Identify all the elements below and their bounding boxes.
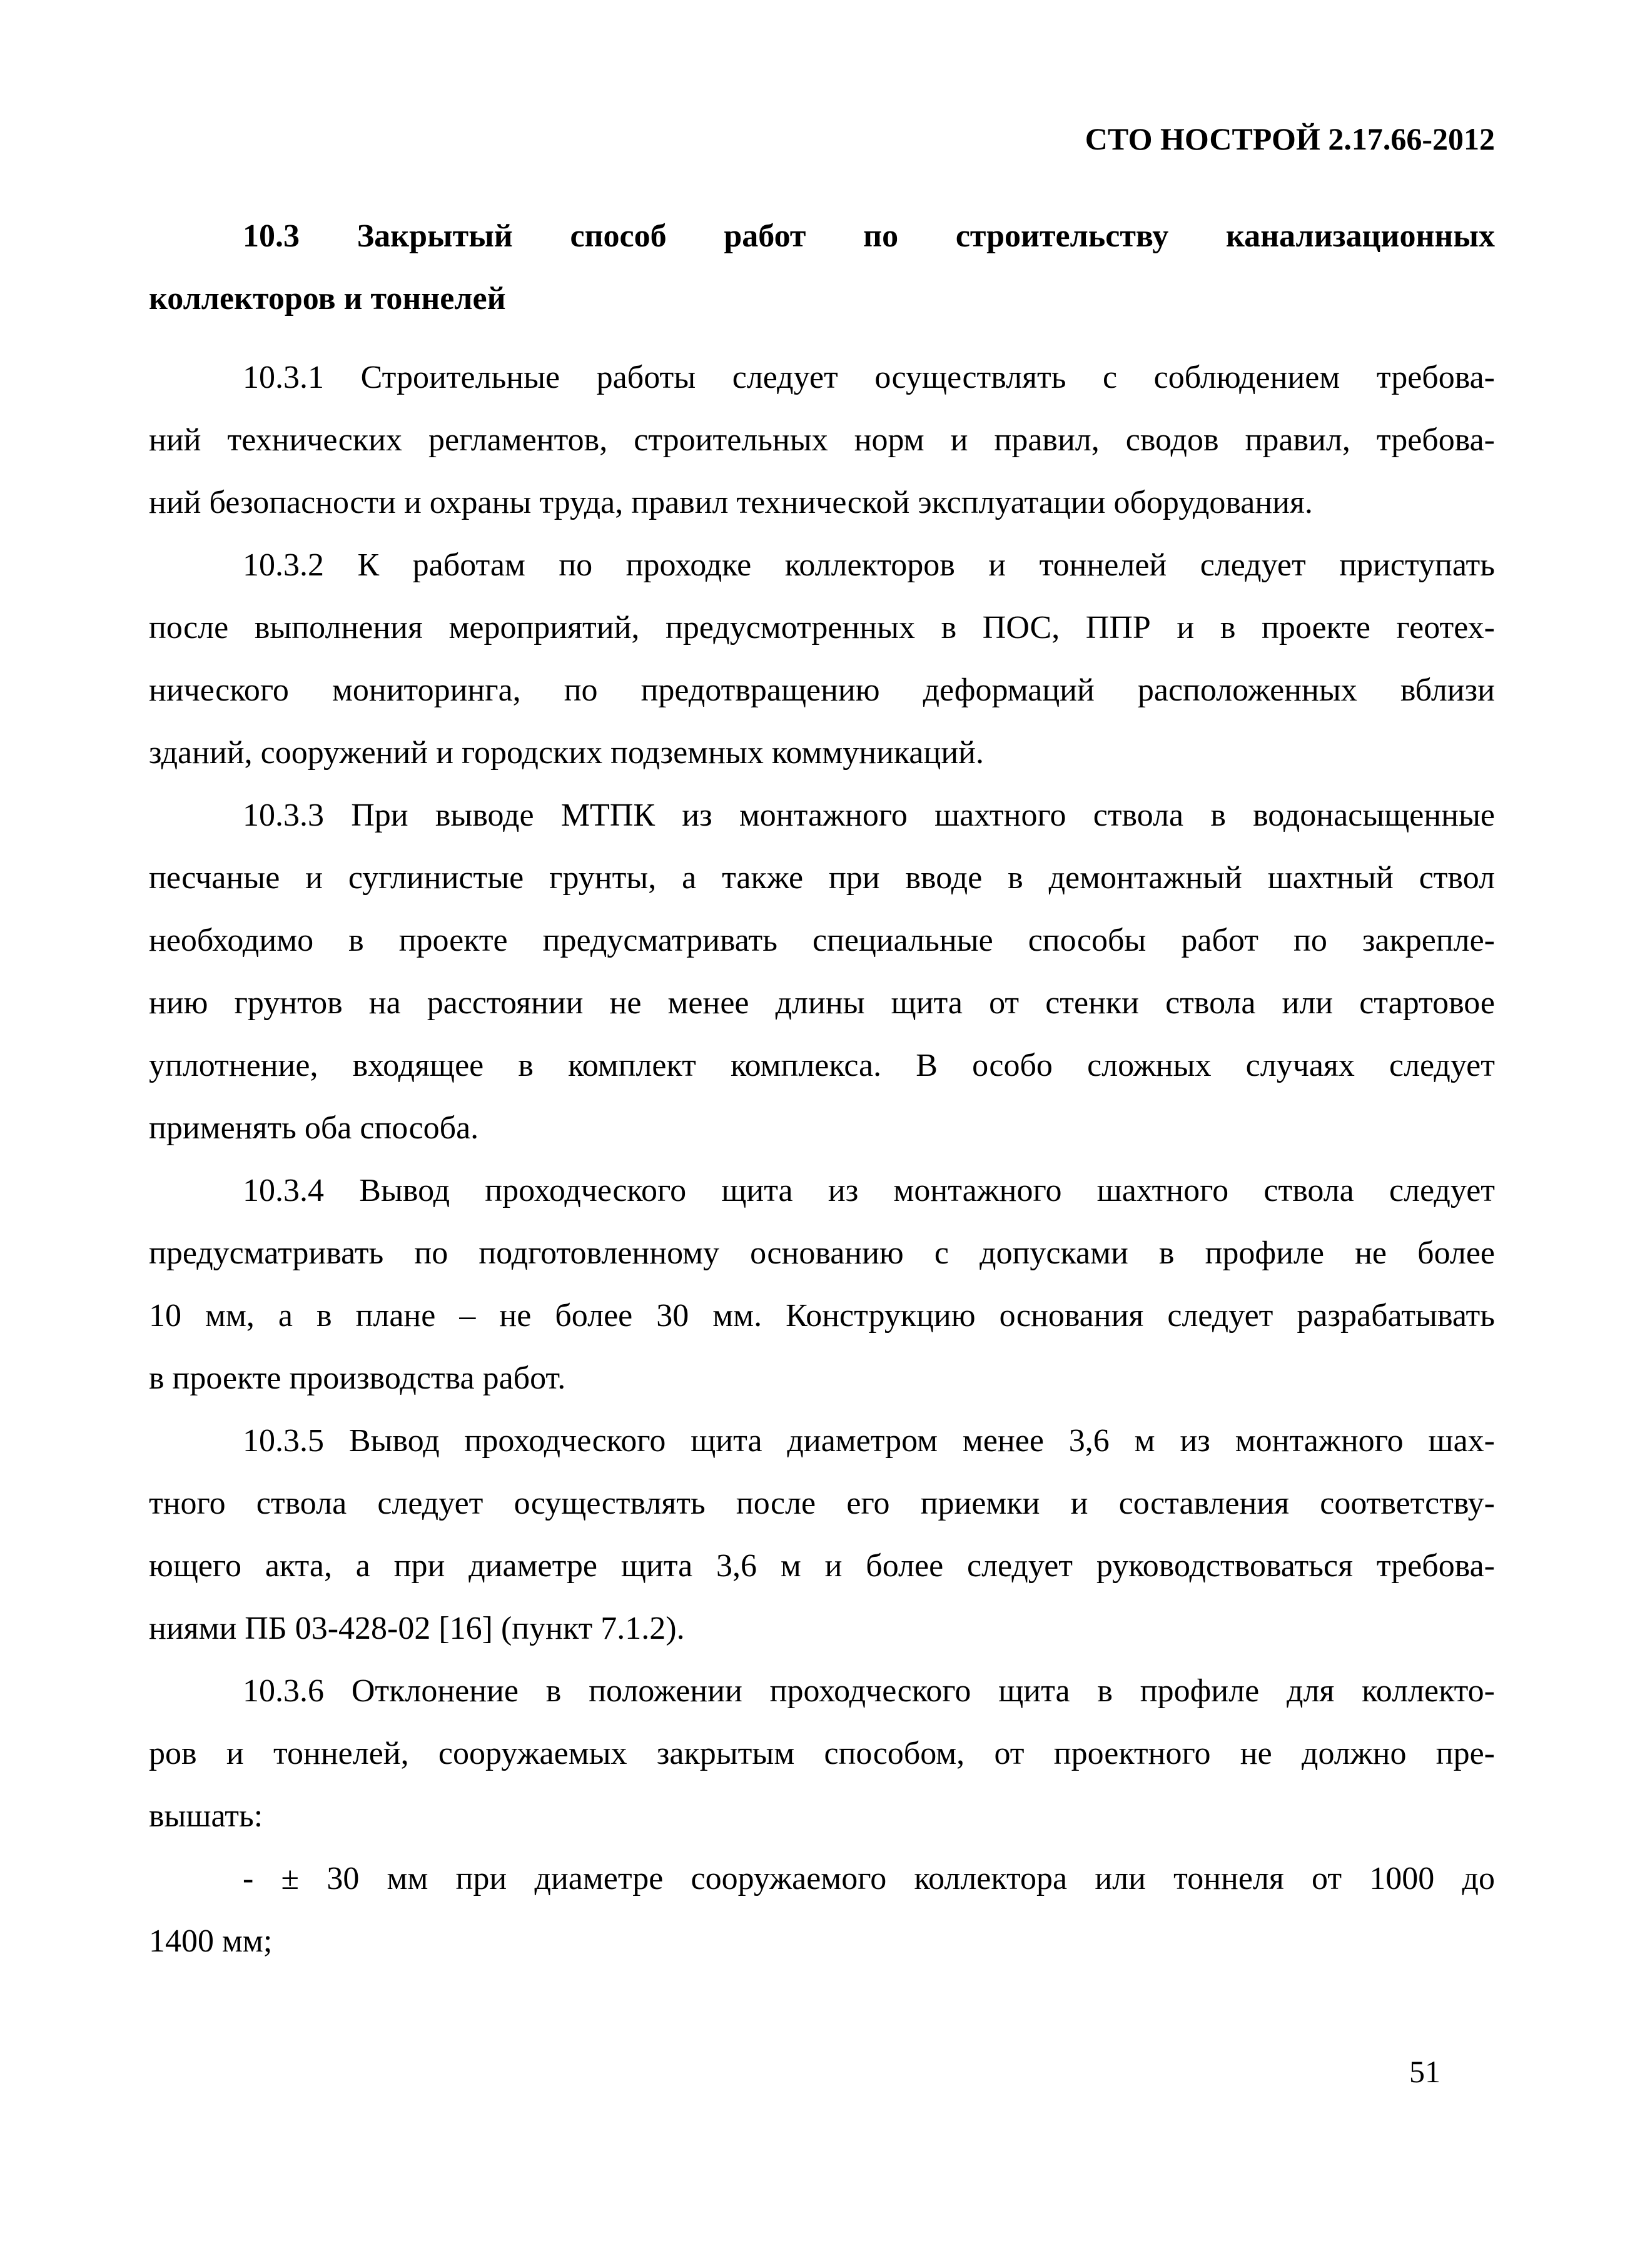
text-line: 10.3.5 Вывод проходческого щита диаметром менее 3,6 м из монтажного шах-	[243, 1423, 1495, 1459]
text-line: ров и тоннелей, сооружаемых закрытым способом, от проектного не должно пре-	[149, 1736, 1495, 1771]
paragraph-10.3.1	[149, 347, 1495, 534]
text-line: ний технических регламентов, строительных норм и правил, сводов правил, требова-	[149, 422, 1495, 458]
text-line: 1400 мм;	[149, 1923, 273, 1959]
text-line: 10.3.3 При выводе МТПК из монтажного шахтного ствола в водонасыщенные	[243, 797, 1495, 833]
text-line: 10 мм, а в плане – не более 30 мм. Конструкцию основания следует разрабатывать	[149, 1298, 1495, 1334]
paragraph-10.3.6	[149, 1660, 1495, 1848]
text-line: - ± 30 мм при диаметре сооружаемого коллектора или тоннеля от 1000 до	[243, 1861, 1495, 1896]
text-line: 10.3.4 Вывод проходческого щита из монтажного шахтного ствола следует	[243, 1173, 1495, 1208]
text-line: зданий, сооружений и городских подземных коммуникаций.	[149, 735, 984, 771]
document-body	[149, 205, 1495, 1973]
text-line: песчаные и суглинистые грунты, а также при вводе в демонтажный шахтный ствол	[149, 860, 1495, 896]
text-line: уплотнение, входящее в комплект комплекса. В особо сложных случаях следует	[149, 1048, 1495, 1083]
page-number: 51	[1409, 2054, 1440, 2089]
paragraph-10.3.2	[149, 534, 1495, 784]
text-line: ниями ПБ 03-428-02 [16] (пункт 7.1.2).	[149, 1611, 685, 1646]
paragraph-10.3.3	[149, 784, 1495, 1160]
text-line: предусматривать по подготовленному основанию с допусками в профиле не более	[149, 1235, 1495, 1271]
text-line: применять оба способа.	[149, 1110, 479, 1146]
text-line: 10.3 Закрытый способ работ по строительству канализационных	[243, 218, 1495, 254]
text-line: тного ствола следует осуществлять после его приемки и составления соответству-	[149, 1486, 1495, 1521]
section-heading	[149, 205, 1495, 330]
text-line: необходимо в проекте предусматривать специальные способы работ по закрепле-	[149, 923, 1495, 958]
text-line: ний безопасности и охраны труда, правил технической эксплуатации оборудования.	[149, 485, 1313, 520]
text-line: 10.3.1 Строительные работы следует осуществлять с соблюдением требова-	[243, 360, 1495, 395]
text-line: ющего акта, а при диаметре щита 3,6 м и более следует руководствоваться требова-	[149, 1548, 1495, 1584]
paragraph-10.3.5	[149, 1410, 1495, 1660]
document-header: СТО НОСТРОЙ 2.17.66-2012	[1085, 121, 1495, 156]
list-item	[149, 1848, 1495, 1973]
text-line: коллекторов и тоннелей	[149, 281, 506, 316]
text-line: 10.3.6 Отклонение в положении проходческого щита в профиле для коллекто-	[243, 1673, 1495, 1709]
text-line: в проекте производства работ.	[149, 1360, 566, 1396]
text-line: нического мониторинга, по предотвращению деформаций расположенных вблизи	[149, 672, 1495, 708]
text-line: вышать:	[149, 1798, 263, 1834]
paragraph-10.3.4	[149, 1160, 1495, 1410]
text-line: нию грунтов на расстоянии не менее длины щита от стенки ствола или стартовое	[149, 985, 1495, 1021]
text-line: после выполнения мероприятий, предусмотренных в ПОС, ППР и в проекте геотех-	[149, 610, 1495, 645]
text-line: 10.3.2 К работам по проходке коллекторов и тоннелей следует приступать	[243, 547, 1495, 583]
